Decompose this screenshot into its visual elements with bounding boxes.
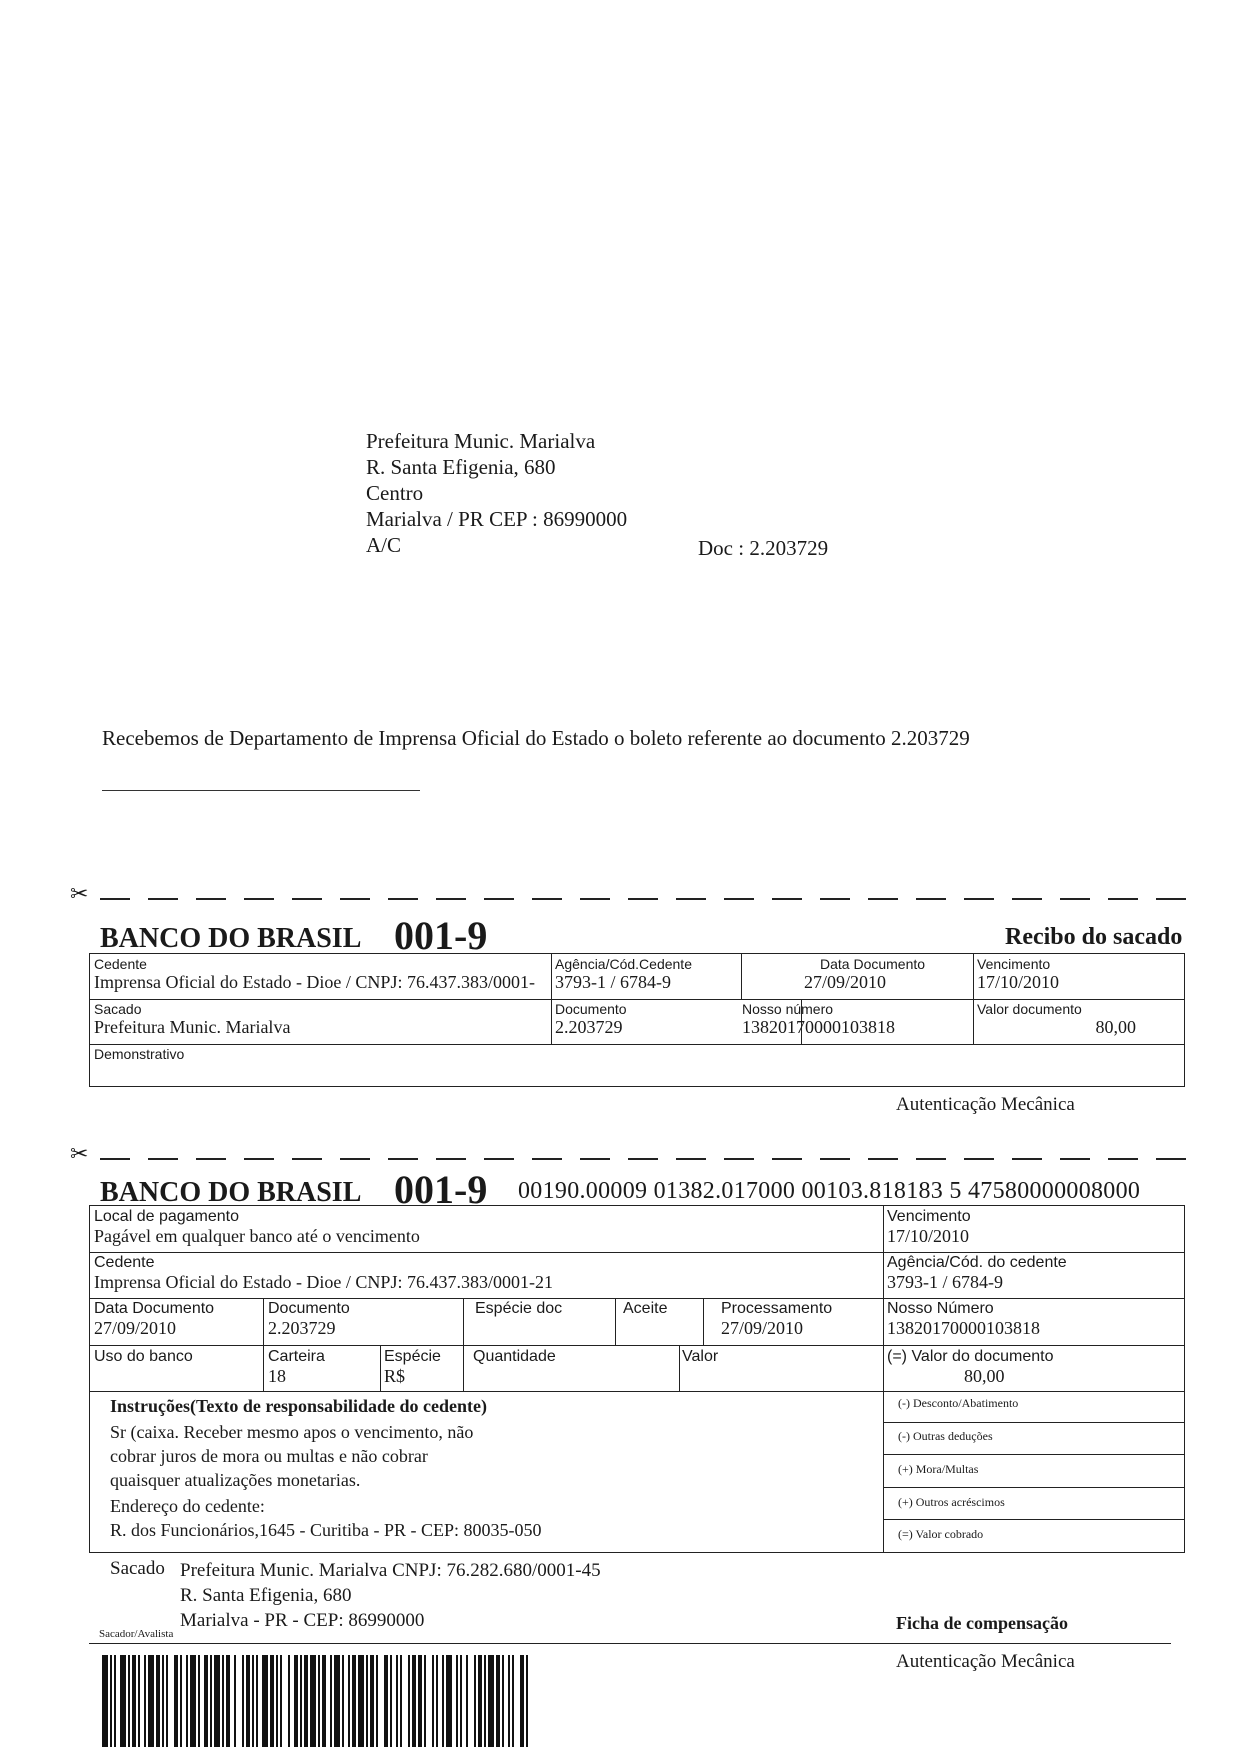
bank-name: BANCO DO BRASIL bbox=[100, 923, 362, 954]
valor-documento-label: Valor documento bbox=[977, 1001, 1082, 1017]
receipt-title: Recibo do sacado bbox=[1005, 924, 1183, 950]
endereco-value: R. dos Funcionários,1645 - Curitiba - PR - CEP: 80035-050 bbox=[110, 1520, 542, 1540]
receipt-box bbox=[89, 953, 1185, 1087]
carteira-label: Carteira bbox=[268, 1348, 325, 1365]
processamento-label: Processamento bbox=[721, 1300, 833, 1317]
dashed-divider bbox=[100, 898, 1190, 900]
aceite-label: Aceite bbox=[623, 1300, 668, 1317]
documento-label: Documento bbox=[555, 1001, 627, 1017]
address-line: Centro bbox=[366, 481, 424, 505]
local-pagamento-label: Local de pagamento bbox=[94, 1208, 239, 1225]
valor-documento-value: 80,00 bbox=[964, 1366, 1005, 1386]
data-documento-value: 27/09/2010 bbox=[94, 1318, 177, 1338]
agencia-value: 3793-1 / 6784-9 bbox=[555, 972, 671, 992]
documento-label: Documento bbox=[268, 1300, 350, 1317]
cedente-value: Imprensa Oficial do Estado - Dioe / CNPJ: 76.437.383/0001- bbox=[94, 972, 535, 992]
bottom-rule bbox=[89, 1643, 1171, 1644]
agencia-label: Agência/Cód.Cedente bbox=[555, 956, 692, 972]
quantidade-label: Quantidade bbox=[473, 1348, 556, 1365]
documento-value: 2.203729 bbox=[268, 1318, 336, 1338]
nosso-numero-label: Nosso Número bbox=[887, 1300, 994, 1317]
bank-name: BANCO DO BRASIL bbox=[100, 1177, 362, 1208]
address-line: R. Santa Efigenia, 680 bbox=[366, 455, 556, 479]
vencimento-value: 17/10/2010 bbox=[887, 1226, 970, 1246]
desconto-label: (-) Desconto/Abatimento bbox=[898, 1396, 1019, 1410]
sacado-label: Sacado bbox=[94, 1001, 142, 1017]
vencimento-label: Vencimento bbox=[887, 1208, 971, 1225]
instruction-line: cobrar juros de mora ou multas e não cobrar bbox=[110, 1446, 428, 1466]
outros-acrescimos-label: (+) Outros acréscimos bbox=[898, 1495, 1005, 1509]
data-documento-value: 27/09/2010 bbox=[804, 972, 887, 992]
digitable-line: 00190.00009 01382.017000 00103.818183 5 47580000008000 bbox=[518, 1178, 1141, 1204]
receipt-statement: Recebemos de Departamento de Imprensa Oficial do Estado o boleto referente ao documento 2.203729 bbox=[102, 726, 970, 750]
documento-value: 2.203729 bbox=[555, 1017, 623, 1037]
mechanical-authentication: Autenticação Mecânica bbox=[896, 1651, 1075, 1672]
dashed-divider bbox=[100, 1158, 1190, 1160]
agencia-label: Agência/Cód. do cedente bbox=[887, 1254, 1067, 1271]
endereco-label: Endereço do cedente: bbox=[110, 1496, 265, 1516]
instruction-line: quaisquer atualizações monetarias. bbox=[110, 1470, 361, 1490]
instructions-title: Instruções(Texto de responsabilidade do cedente) bbox=[110, 1396, 488, 1416]
sacado-line: R. Santa Efigenia, 680 bbox=[180, 1585, 352, 1606]
valor-label: Valor bbox=[682, 1348, 719, 1365]
scissors-icon: ✂ bbox=[70, 1142, 89, 1167]
cut-line bbox=[70, 1142, 1190, 1168]
vencimento-label: Vencimento bbox=[977, 956, 1051, 972]
sacado-line: Prefeitura Munic. Marialva CNPJ: 76.282.680/0001-45 bbox=[180, 1560, 601, 1581]
address-line: Prefeitura Munic. Marialva bbox=[366, 429, 596, 453]
demonstrativo-label: Demonstrativo bbox=[94, 1046, 185, 1062]
vencimento-value: 17/10/2010 bbox=[977, 972, 1060, 992]
address-line: A/C bbox=[366, 533, 402, 557]
sacado-details bbox=[180, 1558, 601, 1633]
address-line: Marialva / PR CEP : 86990000 bbox=[366, 507, 628, 531]
instructions-text bbox=[110, 1420, 473, 1492]
document-reference: Doc : 2.203729 bbox=[698, 536, 829, 560]
valor-cobrado-label: (=) Valor cobrado bbox=[898, 1527, 984, 1541]
especie-label: Espécie bbox=[384, 1348, 441, 1365]
barcode-bar bbox=[528, 1655, 530, 1747]
nosso-numero-value: 13820170000103818 bbox=[742, 1017, 895, 1037]
cedente-address bbox=[110, 1494, 542, 1542]
local-pagamento-value: Pagável em qualquer banco até o vencimento bbox=[94, 1226, 420, 1246]
cedente-value: Imprensa Oficial do Estado - Dioe / CNPJ: 76.437.383/0001-21 bbox=[94, 1272, 553, 1292]
valor-documento-label: (=) Valor do documento bbox=[887, 1348, 1054, 1365]
sacado-value: Prefeitura Munic. Marialva bbox=[94, 1017, 291, 1037]
cut-line bbox=[70, 882, 1190, 908]
uso-banco-label: Uso do banco bbox=[94, 1348, 193, 1365]
data-documento-label: Data Documento bbox=[820, 956, 926, 972]
barcode bbox=[102, 1655, 700, 1747]
processamento-value: 27/09/2010 bbox=[721, 1318, 804, 1338]
cedente-label: Cedente bbox=[94, 956, 147, 972]
mora-multas-label: (+) Mora/Multas bbox=[898, 1462, 979, 1476]
agencia-value: 3793-1 / 6784-9 bbox=[887, 1272, 1003, 1292]
valor-documento-value: 80,00 bbox=[1095, 1017, 1136, 1037]
bank-code: 001-9 bbox=[394, 1167, 488, 1212]
sacado-label: Sacado bbox=[110, 1558, 165, 1579]
sacador-avalista-label: Sacador/Avalista bbox=[99, 1628, 174, 1640]
mechanical-authentication: Autenticação Mecânica bbox=[896, 1094, 1075, 1115]
bank-code: 001-9 bbox=[394, 913, 488, 958]
data-documento-label: Data Documento bbox=[94, 1300, 215, 1317]
carteira-value: 18 bbox=[268, 1366, 286, 1386]
recipient-address bbox=[366, 428, 627, 558]
ficha-title: Ficha de compensação bbox=[896, 1613, 1068, 1633]
instruction-line: Sr (caixa. Receber mesmo apos o vencimento, não bbox=[110, 1422, 474, 1442]
scissors-icon: ✂ bbox=[70, 882, 89, 907]
cedente-label: Cedente bbox=[94, 1254, 155, 1271]
signature-line bbox=[102, 790, 420, 791]
nosso-numero-value: 13820170000103818 bbox=[887, 1318, 1040, 1338]
nosso-numero-label: Nosso número bbox=[742, 1001, 834, 1017]
especie-value: R$ bbox=[384, 1366, 406, 1386]
especie-doc-label: Espécie doc bbox=[475, 1300, 563, 1317]
outras-deducoes-label: (-) Outras deduções bbox=[898, 1429, 993, 1443]
payment-slip-box bbox=[89, 1205, 1185, 1553]
sacado-line: Marialva - PR - CEP: 86990000 bbox=[180, 1610, 425, 1631]
